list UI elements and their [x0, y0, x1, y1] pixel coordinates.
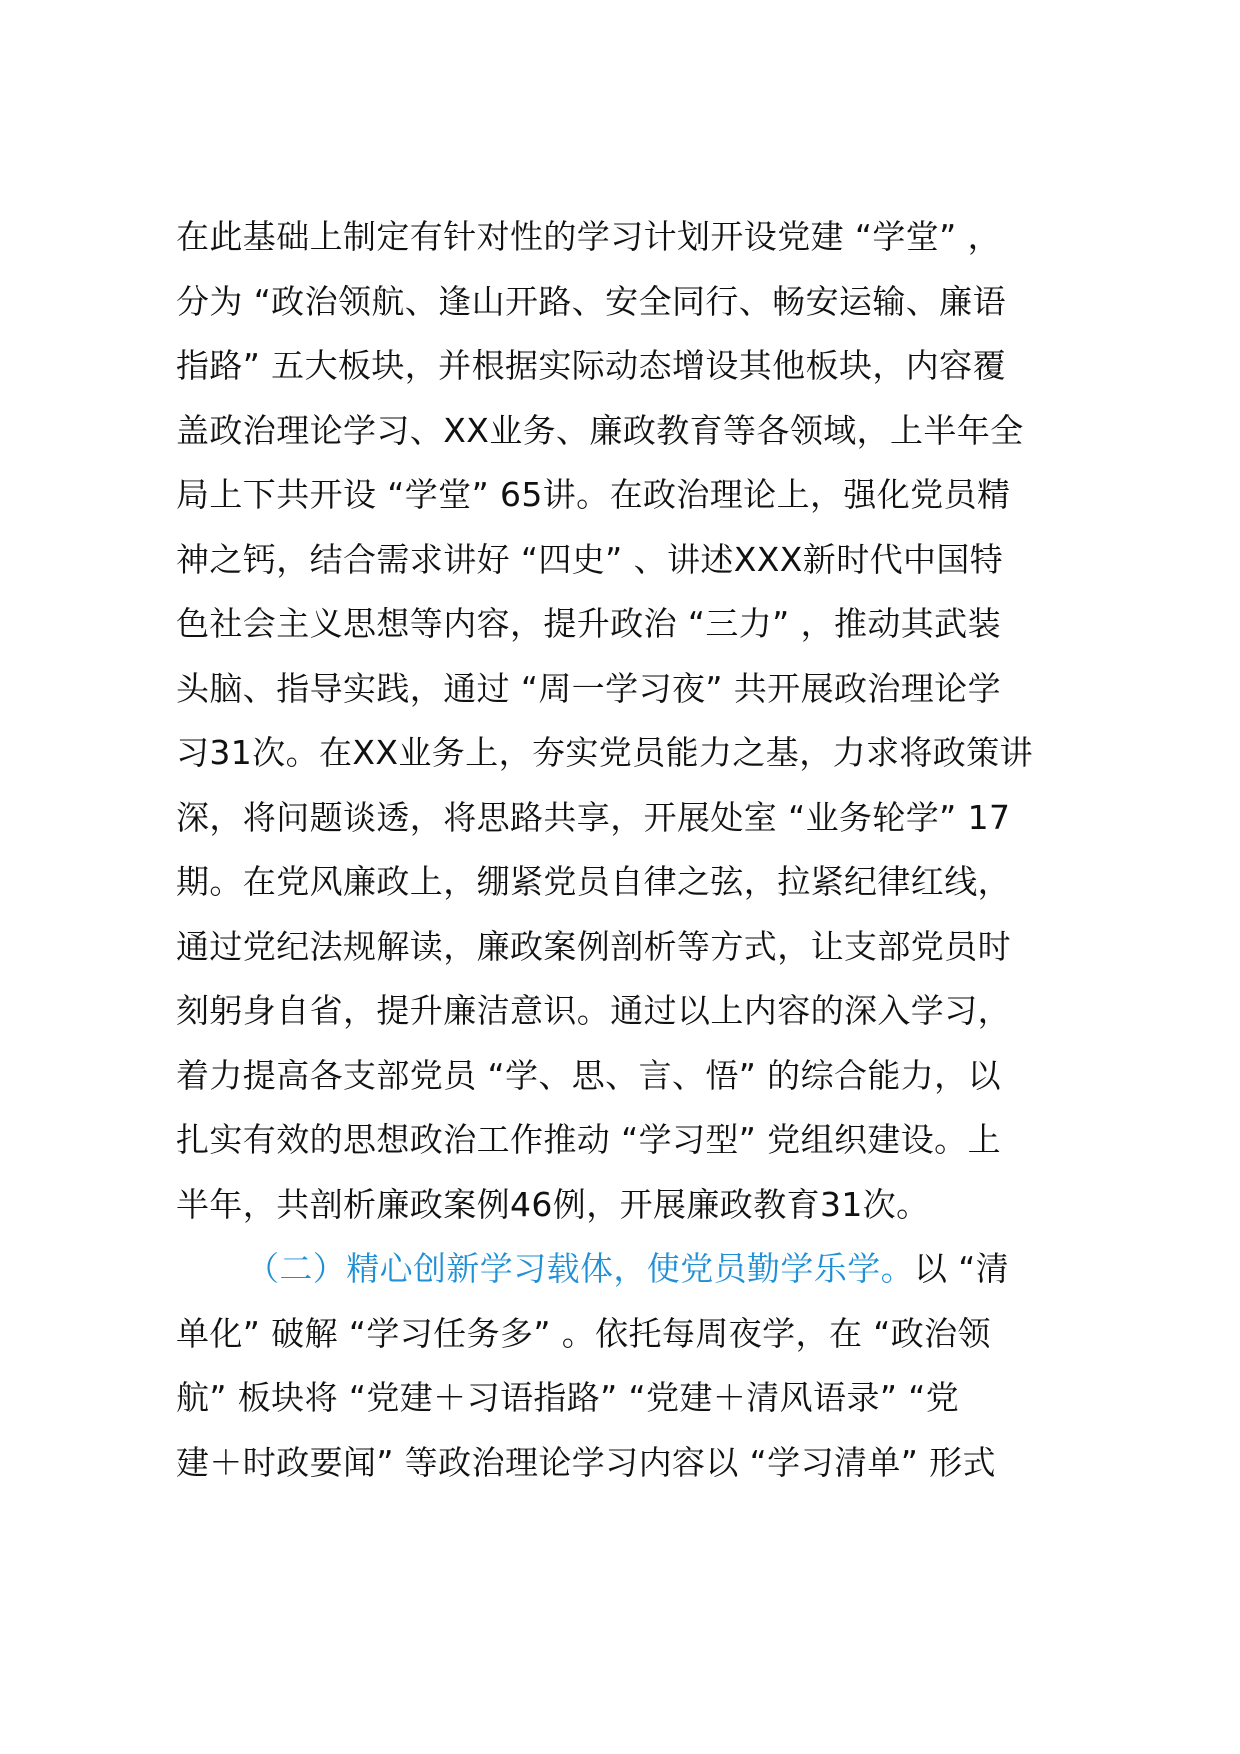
- paragraph-line: 航” 板块将 “党建＋习语指路” “党建＋清风语录” “党: [176, 1378, 960, 1417]
- section-2-first-line-rest: 以 “清: [914, 1249, 1010, 1288]
- paragraph-line: 深，将问题谈透，将思路共享，开展处室 “业务轮学” 17: [176, 797, 1011, 837]
- section-2-first-line: [176, 1237, 1096, 1302]
- paragraph-line: 单化” 破解 “学习任务多” 。依托每周夜学，在 “政治领: [176, 1313, 991, 1353]
- paragraph-line: 盖政治理论学习、XX业务、廉政教育等各领域，上半年全: [176, 410, 1024, 450]
- paragraph-line: 着力提高各支部党员 “学、思、言、悟” 的综合能力，以: [176, 1055, 1001, 1095]
- paragraph-line: 指路” 五大板块，并根据实际动态增设其他板块，内容覆: [176, 346, 1006, 385]
- paragraph-line: 期。在党风廉政上，绷紧党员自律之弦，拉紧纪律红线，: [176, 862, 1011, 901]
- paragraph-line: 习31次。在XX业务上，夯实党员能力之基，力求将政策讲: [176, 733, 1034, 772]
- paragraph-line: 色社会主义思想等内容，提升政治 “三力” ，推动其武装: [176, 604, 1001, 643]
- paragraph-line: 半年，共剖析廉政案例46例，开展廉政教育31次。: [176, 1184, 930, 1224]
- paragraph-line: 分为 “政治领航、逢山开路、安全同行、畅安运输、廉语: [176, 281, 1006, 321]
- paragraph-line: 神之钙，结合需求讲好 “四史” 、讲述XXX新时代中国特: [176, 539, 1004, 579]
- section-2-heading: （二）精心创新学习载体，使党员勤学乐学。: [246, 1249, 914, 1288]
- body-text: [176, 205, 1096, 1495]
- paragraph-line: 建＋时政要闻” 等政治理论学习内容以 “学习清单” 形式: [176, 1442, 996, 1482]
- paragraph-line: 在此基础上制定有针对性的学习计划开设党建 “学堂” ，: [176, 217, 1001, 256]
- paragraph-line: 刻躬身自省，提升廉洁意识。通过以上内容的深入学习，: [176, 991, 1011, 1030]
- paragraph-line: 头脑、指导实践，通过 “周一学习夜” 共开展政治理论学: [176, 668, 1001, 708]
- paragraph-line: 局上下共开设 “学堂” 65讲。在政治理论上，强化党员精: [176, 475, 1011, 514]
- paragraph-line: 扎实有效的思想政治工作推动 “学习型” 党组织建设。上: [176, 1120, 1001, 1159]
- paragraph-line: 通过党纪法规解读，廉政案例剖析等方式，让支部党员时: [176, 926, 1011, 966]
